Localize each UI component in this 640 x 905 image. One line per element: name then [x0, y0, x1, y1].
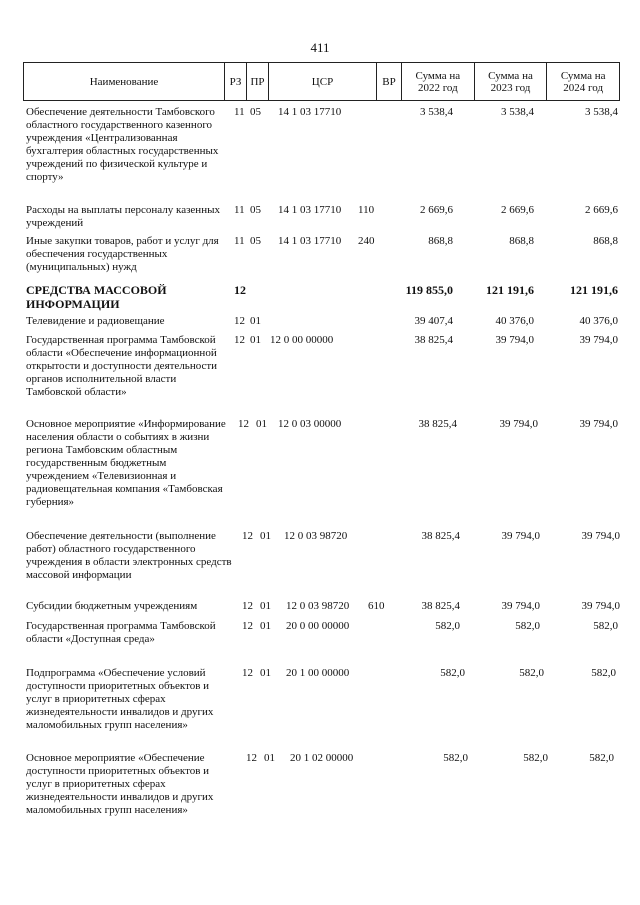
row-sum-2022: 38 825,4 [421, 600, 460, 612]
row-rz: 11 [234, 106, 245, 118]
row-sum-2024: 40 376,0 [579, 315, 618, 327]
row-rz: 12 [238, 418, 249, 430]
row-name: Подпрограмма «Обеспечение условий доступности приоритетных объектов и услуг в приоритетных сферах жизнедеятельности инвалидов и других маломобильных групп населения» [26, 667, 214, 731]
row-sum-2024: 582,0 [591, 667, 616, 679]
page-number: 411 [310, 40, 330, 55]
row-csr: 12 0 03 98720 [286, 600, 350, 612]
row-sum-2024: 2 669,6 [585, 204, 618, 216]
row-pr: 05 [250, 235, 261, 247]
row-rz: 11 [234, 235, 245, 247]
row-sum-2023: 39 794,0 [499, 418, 538, 430]
header-rz: РЗ [225, 63, 247, 100]
row-sum-2023: 121 191,6 [486, 283, 534, 297]
row-sum-2022: 868,8 [428, 235, 453, 247]
row-pr: 05 [250, 106, 261, 118]
row-rz: 12 [234, 315, 245, 327]
row-name: Обеспечение деятельности Тамбовского областного государственного казенного учреждения «Централизованная бухгалтерия областных государственных учреждений по физической культуре и спорту» [26, 106, 219, 183]
row-csr: 14 1 03 17710 [278, 204, 342, 216]
row-sum-2024: 582,0 [593, 620, 618, 632]
header-sum-2022: Сумма на 2022 год [402, 63, 475, 100]
row-sum-2022: 2 669,6 [420, 204, 453, 216]
row-rz: 11 [234, 204, 245, 216]
row-csr: 20 0 00 00000 [286, 620, 350, 632]
row-sum-2023: 868,8 [509, 235, 534, 247]
header-sum-2024: Сумма на 2024 год [560, 69, 606, 94]
row-pr: 05 [250, 204, 261, 216]
row-sum-2023: 582,0 [519, 667, 544, 679]
row-name: Расходы на выплаты персоналу казенных учреждений [26, 204, 220, 229]
row-sum-2022: 582,0 [443, 752, 468, 764]
row-sum-2022: 582,0 [440, 667, 465, 679]
row-rz: 12 [242, 620, 253, 632]
row-csr: 12 0 03 98720 [284, 530, 348, 542]
row-pr: 01 [256, 418, 267, 430]
row-csr: 20 1 00 00000 [286, 667, 350, 679]
row-sum-2022: 38 825,4 [421, 530, 460, 542]
row-pr: 01 [250, 334, 261, 346]
row-rz: 12 [242, 600, 253, 612]
row-name: Основное мероприятие «Информирование населения области о событиях в жизни региона Тамбовским областным государственным бюджетным учреждением «Телевизионная и радиовещательная компания «Тамбовская губерния» [26, 418, 226, 508]
row-name: Основное мероприятие «Обеспечение доступности приоритетных объектов и услуг в приоритетных сферах жизнедеятельности инвалидов и других маломобильных групп населения» [26, 752, 214, 816]
row-sum-2022: 3 538,4 [420, 106, 453, 118]
header-pr: ПР [247, 63, 269, 100]
row-sum-2023: 40 376,0 [495, 315, 534, 327]
row-sum-2023: 582,0 [515, 620, 540, 632]
row-vr: 240 [358, 235, 375, 247]
row-pr: 01 [260, 600, 271, 612]
header-csr: ЦСР [269, 63, 377, 100]
row-sum-2024: 39 794,0 [579, 334, 618, 346]
row-csr: 14 1 03 17710 [278, 106, 342, 118]
row-sum-2023: 39 794,0 [495, 334, 534, 346]
row-rz: 12 [242, 667, 253, 679]
row-sum-2022: 38 825,4 [414, 334, 453, 346]
row-pr: 01 [260, 667, 271, 679]
row-name: Государственная программа Тамбовской области «Обеспечение информационной открытости и доступности деятельности органов исполнительной власти Тамбовской области» [26, 334, 218, 398]
row-sum-2023: 3 538,4 [501, 106, 534, 118]
row-sum-2022: 582,0 [435, 620, 460, 632]
row-sum-2023: 39 794,0 [501, 530, 540, 542]
row-rz: 12 [242, 530, 253, 542]
row-csr: 14 1 03 17710 [278, 235, 342, 247]
row-sum-2023: 2 669,6 [501, 204, 534, 216]
header-vr: ВР [377, 63, 402, 100]
row-sum-2024: 3 538,4 [585, 106, 618, 118]
row-pr: 01 [260, 620, 271, 632]
row-rz: 12 [234, 334, 245, 346]
row-csr: 12 0 03 00000 [278, 418, 342, 430]
header-name: Наименование [24, 63, 225, 100]
row-name: Иные закупки товаров, работ и услуг для обеспечения государственных (муниципальных) нужд [26, 235, 219, 273]
row-name: Государственная программа Тамбовской области «Доступная среда» [26, 620, 216, 645]
row-pr: 01 [264, 752, 275, 764]
row-name: Обеспечение деятельности (выполнение работ) областного государственного учреждения в области электронных средств массовой информации [26, 530, 232, 581]
table-header [23, 62, 620, 101]
row-sum-2022: 39 407,4 [414, 315, 453, 327]
row-sum-2024: 39 794,0 [581, 600, 620, 612]
row-csr: 12 0 00 00000 [270, 334, 334, 346]
row-sum-2024: 868,8 [593, 235, 618, 247]
row-rz: 12 [246, 752, 257, 764]
row-sum-2024: 582,0 [589, 752, 614, 764]
row-pr: 01 [260, 530, 271, 542]
row-pr: 01 [250, 315, 261, 327]
row-csr: 20 1 02 00000 [290, 752, 354, 764]
row-sum-2022: 119 855,0 [405, 283, 453, 297]
row-vr: 110 [358, 204, 375, 216]
section-title: СРЕДСТВА МАССОВОЙ ИНФОРМАЦИИ [26, 283, 167, 311]
row-sum-2024: 39 794,0 [581, 530, 620, 542]
header-sum-2023: Сумма на 2023 год [475, 63, 548, 100]
row-rz: 12 [234, 283, 246, 297]
row-sum-2022: 38 825,4 [418, 418, 457, 430]
row-name: Субсидии бюджетным учреждениям [26, 600, 198, 612]
row-name: Телевидение и радиовещание [26, 315, 165, 327]
row-vr: 610 [368, 600, 385, 612]
row-sum-2023: 582,0 [523, 752, 548, 764]
row-sum-2024: 39 794,0 [579, 418, 618, 430]
row-sum-2023: 39 794,0 [501, 600, 540, 612]
row-sum-2024: 121 191,6 [570, 283, 618, 297]
